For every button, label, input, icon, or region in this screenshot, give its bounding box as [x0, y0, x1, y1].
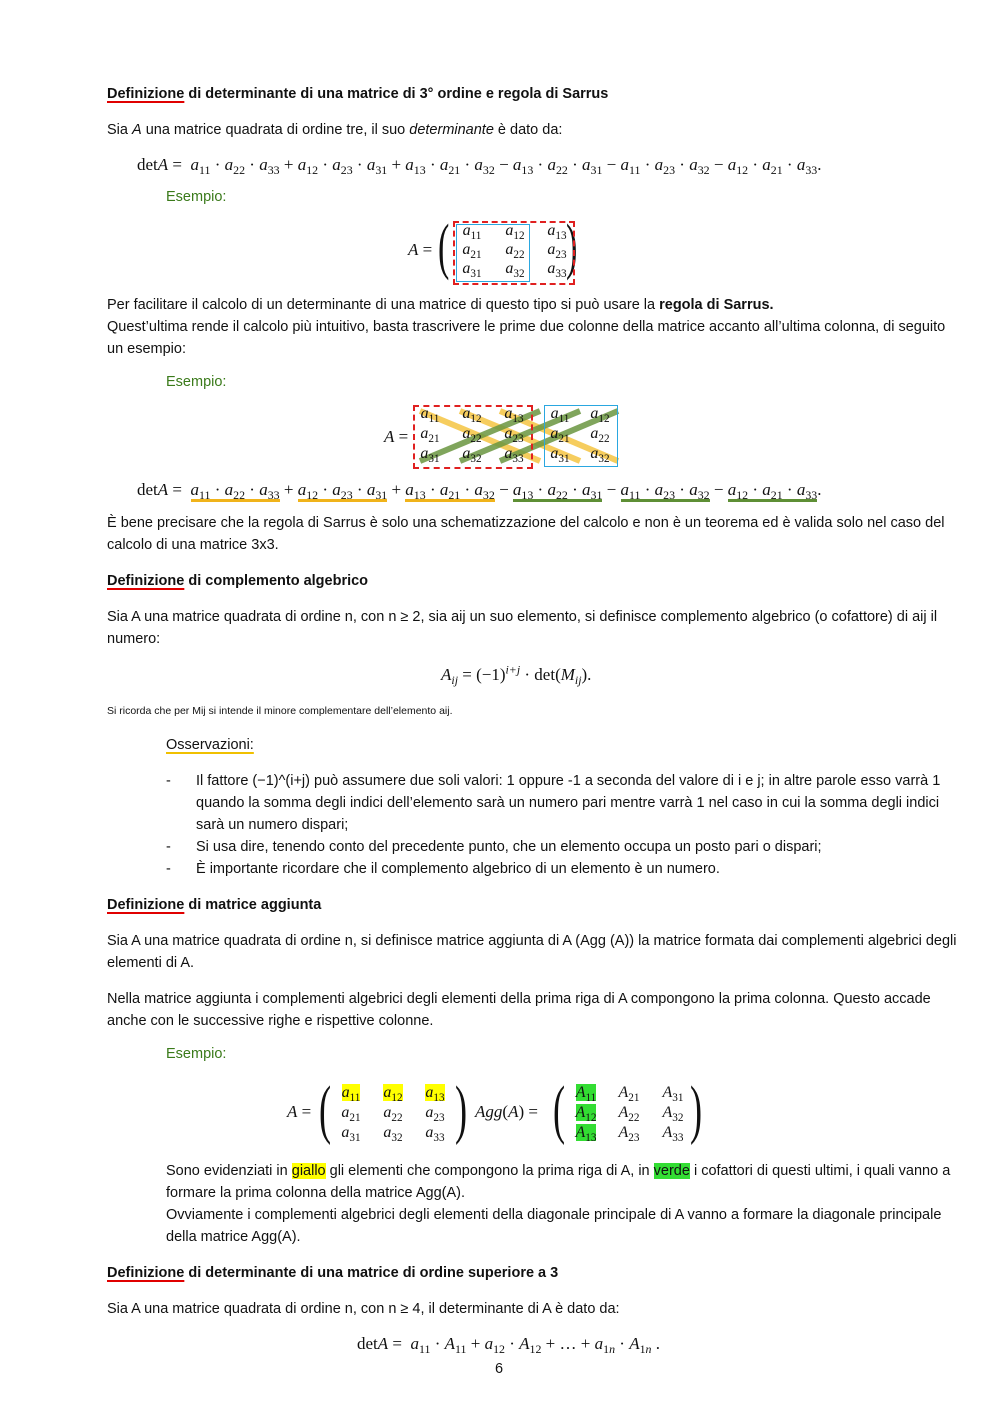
formula-det3-sarrus: $\det A = a_{11} \cdot a_{22} \cdot a_{33} + a_{12} \cdot a_{23} \cdot a_{31} + a_{13} \cdot a_{21} \cdot a_{32} - a_{13} \cdot a_{22} \cdot a_{31} - a_{11} \cdot a_{23} \cdot a_{32} - a_{12} \cdot a_{21} \cdot a_{33}$.: [137, 480, 822, 503]
paragraph-adjugate-def: Sia A una matrice quadrata di ordine n, si definisce matrice aggiunta di A (Agg (A)) la matrice formata dai complementi algebrici degli elementi di A.: [107, 933, 957, 971]
heading-adjugate: Definizione di matrice aggiunta: [107, 897, 322, 913]
left-paren: (: [438, 213, 450, 281]
heading-cofactor: Definizione di complemento algebrico: [107, 573, 369, 589]
formula-det3: $\det A = a_{11} \cdot a_{22} \cdot a_{33} + a_{12} \cdot a_{23} \cdot a_{31} + a_{13} \cdot a_{21} \cdot a_{32} - a_{13} \cdot a_{22} \cdot a_{31} - a_{11} \cdot a_{23} \cdot a_{32} - a_{12} \cdot a_{21} \cdot a_{33}$.: [137, 155, 822, 178]
page-number: 6: [495, 1361, 504, 1377]
paragraph-det-higher: Sia A una matrice quadrata di ordine n, con n ≥ 4, il determinante di A è dato da:: [107, 1301, 620, 1317]
sarrus-diagram: A = $a_{11}$ $a_{12}$ $a_{13}$ $a_{11}$ $a_{12}$ $a_{21}$ $a_{22}$ $a_{23}$ $a_{21}$ $a_{22}$ $a_{31}$ $a_{32}$ $a_{33}$ $a_{31}$ $a_{32}$: [380, 403, 640, 469]
paragraph-sarrus: Per facilitare il calcolo di un determinante di una matrice di questo tipo si può usare la regola di Sarrus. Quest’ultima rende il calcolo più intuitivo, basta trascrivere le prime due colonne della matrice accanto all’ultima colonna, di seguito un esempio:: [107, 297, 946, 357]
matrix-a-example: A = ( ) $a_{11}$ $a_{12}$ $a_{13}$ $a_{21}$ $a_{22}$ $a_{23}$ $a_{31}$ $a_{32}$ $a_{33}$: [400, 218, 600, 284]
heading-sarrus: Definizione di determinante di una matrice di 3° ordine e regola di Sarrus: [107, 86, 609, 102]
paragraph-highlight-note: Sono evidenziati in giallo gli elementi che compongono la prima riga di A, in verde i cofattori di questi ultimi, i quali vanno a formare la prima colonna della matrice Agg(A). Ovviamente i complementi algebrici degli elementi della diagonale principale di A vanno a formare la diagonale principale della matrice Agg(A).: [166, 1163, 951, 1245]
paragraph-adjugate-rule: Nella matrice aggiunta i complementi algebrici degli elementi della prima riga di A compongono la prima colonna. Questo accade anche con le successive righe e rispettive colonne.: [107, 991, 931, 1029]
matrix-adjugate-example: A = ( $a_{11}$ $a_{12}$ $a_{13}$ $a_{21}$ $a_{22}$ $a_{23}$ $a_{31}$ $a_{32}$ $a_{33}$ ) Agg(A) = ( $A_{11}$ $A_{21}$ $A_{31}$ $A_{12}$ $A_{22}$ $A_{32}$ $A_{13}$ $A_{23}$ $A_{33}$ ): [287, 1073, 703, 1146]
paragraph-sarrus-note: È bene precisare che la regola di Sarrus è solo una schematizzazione del calcolo e non è un teorema ed è valida solo nel caso del calcolo di una matrice 3x3.: [107, 515, 945, 553]
list-item: - È importante ricordare che il complemento algebrico di un elemento è un numero.: [166, 861, 720, 877]
heading-det-higher: Definizione di determinante di una matrice di ordine superiore a 3: [107, 1265, 559, 1281]
paragraph-cofactor: Sia A una matrice quadrata di ordine n, con n ≥ 2, sia aij un suo elemento, si definisce complemento algebrico (o cofattore) di aij il numero:: [107, 609, 938, 647]
observations-label: Osservazioni:: [166, 737, 254, 753]
formula-laplace: $\det A = a_{11} \cdot A_{11} + a_{12} \cdot A_{12}$ + … + $a_{1n} \cdot A_{1n}$ .: [357, 1334, 660, 1357]
example-label-1: Esempio:: [166, 189, 227, 205]
formula-cofactor: $A_{ij} = (-1)^{i+j} \cdot \det(M_{ij})$.: [441, 662, 592, 688]
right-paren: ): [566, 213, 578, 281]
paragraph-det-intro: Sia A una matrice quadrata di ordine tre, il suo determinante è dato da:: [107, 122, 563, 138]
example-label-2: Esempio:: [166, 374, 227, 390]
observations-list: [166, 770, 956, 880]
list-item: - Il fattore (−1)^(i+j) può assumere due soli valori: 1 oppure -1 a seconda del valore di i e j; in altre parole esso varrà 1 quando la somma degli indici dell’elemento sarà un numero pari mentre varrà 1 nel caso in cui la somma degli indici sarà un numero dispari;: [166, 773, 941, 833]
note-minor: Si ricorda che per Mij si intende il minore complementare dell’elemento aij.: [107, 705, 453, 717]
list-item: - Si usa dire, tenendo conto del precedente punto, che un elemento occupa un posto pari o dispari;: [166, 839, 822, 855]
example-label-3: Esempio:: [166, 1046, 227, 1062]
